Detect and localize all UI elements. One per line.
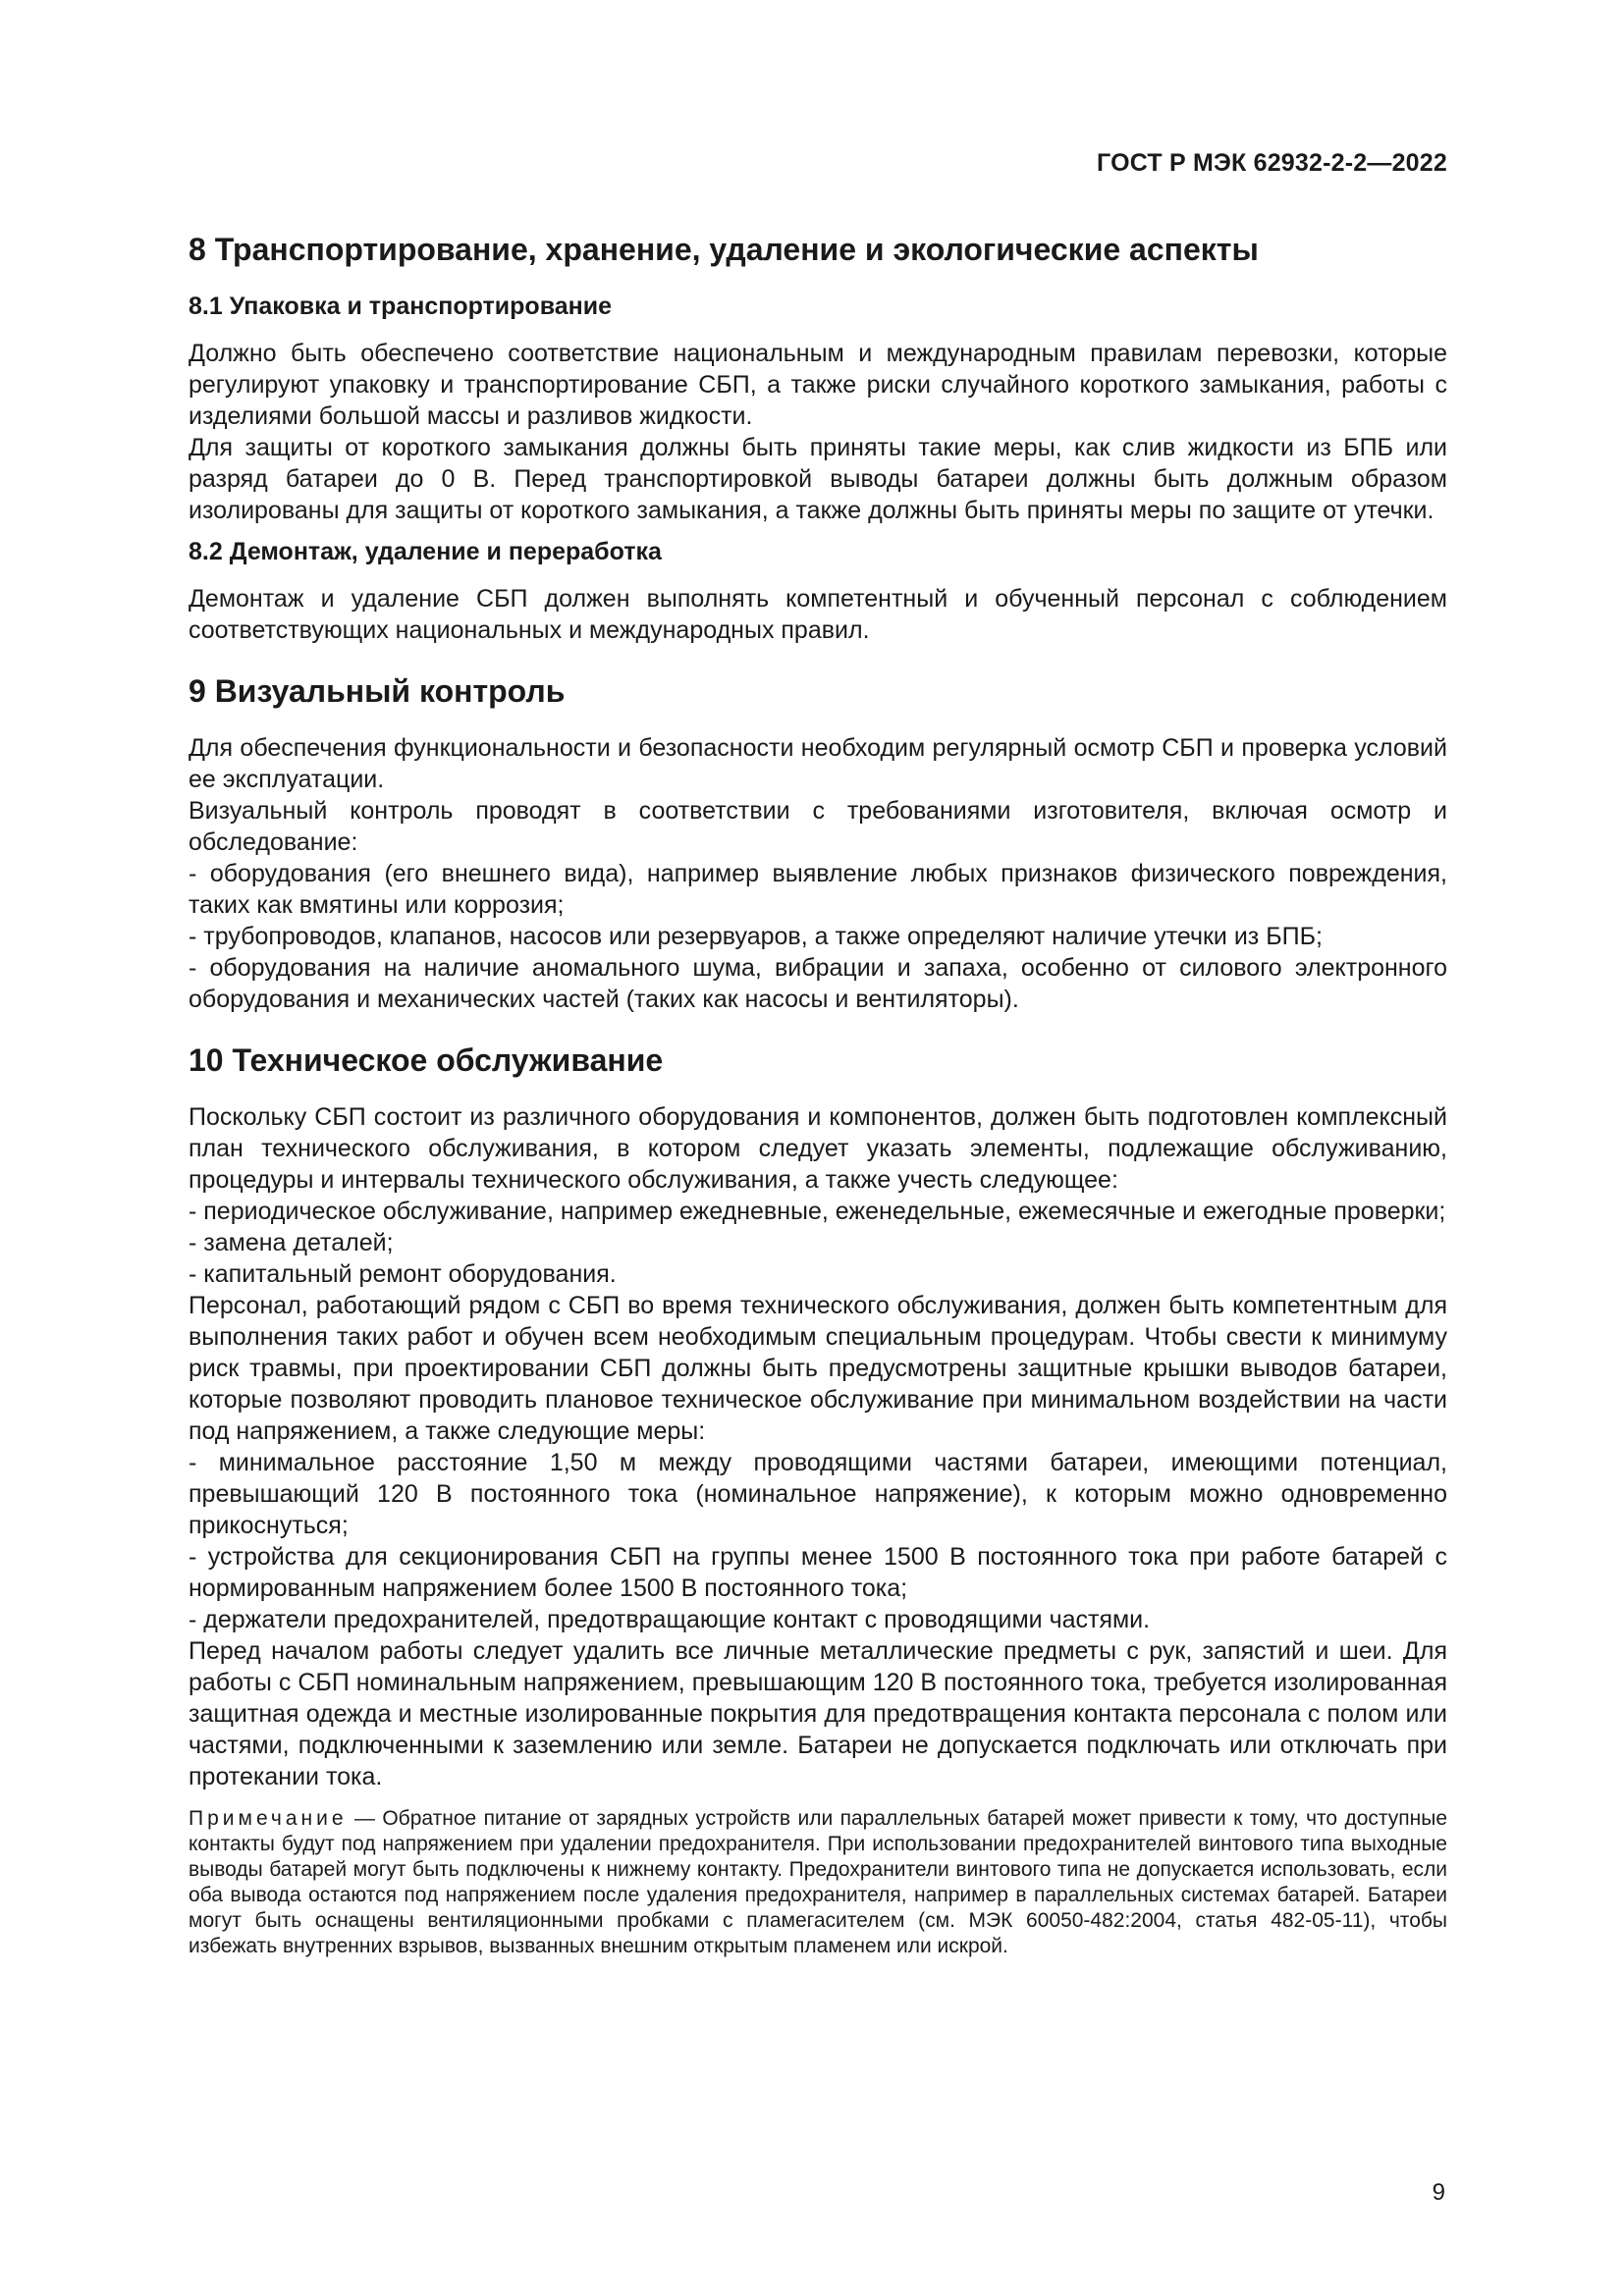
list-item: - устройства для секционирования СБП на группы менее 1500 В постоянного тока при работе батарей с нормированным напряжением более 1500 В постоянного тока; — [189, 1543, 1447, 1602]
paragraph: Персонал, работающий рядом с СБП во время технического обслуживания, должен быть компетентным для выполнения таких работ и обучен всем необходимым специальным процедурам. Чтобы свести к минимуму риск травмы, при проектировании СБП должны быть предусмотрены защитные крышки выводов батареи, которые позволяют проводить плановое техническое обслуживание при минимальном воздействии на части под напряжением, а также следующие меры: — [189, 1292, 1447, 1445]
document-code: ГОСТ Р МЭК 62932-2-2—2022 — [1097, 149, 1447, 177]
list-item: - замена деталей; — [189, 1229, 394, 1256]
subsection-title: 8.1 Упаковка и транспортирование — [189, 293, 613, 320]
list-item: - оборудования на наличие аномального шума, вибрации и запаха, особенно от силового электронного оборудования и механических частей (таких как насосы и вентиляторы). — [189, 954, 1447, 1013]
subsection-title: 8.2 Демонтаж, удаление и переработка — [189, 538, 662, 565]
note-label: Примечание — [189, 1807, 348, 1830]
page-number: 9 — [1432, 2179, 1445, 2206]
list-item: - периодическое обслуживание, например ежедневные, еженедельные, ежемесячные и ежегодные проверки; — [189, 1198, 1446, 1225]
section-title: 10 Техническое обслуживание — [189, 1042, 664, 1078]
section-9 — [189, 671, 1447, 1015]
paragraph: Для защиты от короткого замыкания должны быть приняты такие меры, как слив жидкости из БПБ или разряд батареи до 0 В. Перед транспортировкой выводы батареи должны быть должным образом изолированы для защиты от короткого замыкания, а также должны быть приняты меры по защите от утечки. — [189, 434, 1447, 524]
section-title: 8 Транспортирование, хранение, удаление и экологические аспекты — [189, 232, 1259, 267]
page-body — [189, 147, 1447, 1959]
note — [189, 1806, 1447, 1959]
list-item: - трубопроводов, клапанов, насосов или резервуаров, а также определяют наличие утечки из БПБ; — [189, 923, 1323, 950]
paragraph: Перед началом работы следует удалить все личные металлические предметы с рук, запястий и шеи. Для работы с СБП номинальным напряжением, превышающим 120 В постоянного тока, требуется изолированная защитная одежда и местные изолированные покрытия для предотвращения контакта персонала с полом или частями, подключенными к заземлению или земле. Батареи не допускается подключать или отключать при протекании тока. — [189, 1637, 1447, 1790]
paragraph: Для обеспечения функциональности и безопасности необходим регулярный осмотр СБП и проверка условий ее эксплуатации. — [189, 734, 1447, 793]
paragraph: Поскольку СБП состоит из различного оборудования и компонентов, должен быть подготовлен комплексный план технического обслуживания, в котором следует указать элементы, подлежащие обслуживанию, процедуры и интервалы технического обслуживания, а также учесть следующее: — [189, 1103, 1447, 1194]
section-10 — [189, 1041, 1447, 1959]
paragraph: Демонтаж и удаление СБП должен выполнять компетентный и обученный персонал с соблюдением соответствующих национальных и международных правил. — [189, 585, 1447, 644]
paragraph: Визуальный контроль проводят в соответствии с требованиями изготовителя, включая осмотр и обследование: — [189, 797, 1447, 856]
paragraph: Должно быть обеспечено соответствие национальным и международным правилам перевозки, которые регулируют упаковку и транспортирование СБП, а также риски случайного короткого замыкания, работы с изделиями большой массы и разливов жидкости. — [189, 340, 1447, 430]
list-item: - капитальный ремонт оборудования. — [189, 1260, 617, 1288]
section-8 — [189, 230, 1447, 646]
list-item: - оборудования (его внешнего вида), например выявление любых признаков физического повреждения, таких как вмятины или коррозия; — [189, 860, 1447, 919]
list-item: - держатели предохранителей, предотвращающие контакт с проводящими частями. — [189, 1606, 1151, 1633]
list-item: - минимальное расстояние 1,50 м между проводящими частями батареи, имеющими потенциал, превышающий 120 В постоянного тока (номинальное напряжение), к которым можно одновременно прикоснуться; — [189, 1449, 1447, 1539]
note-text: — Обратное питание от зарядных устройств или параллельных батарей может привести к тому, что доступные контакты будут под напряжением при удалении предохранителя. При использовании предохранителей винтового типа выходные выводы батарей могут быть подключены к нижнему контакту. Предохранители винтового типа не допускается использовать, если оба вывода остаются под напряжением после удаления предохранителя, например в параллельных системах батарей. Батареи могут быть оснащены вентиляционными пробками с пламегасителем (см. МЭК 60050-482:2004, статья 482-05-11), чтобы избежать внутренних взрывов, вызванных внешним открытым пламенем или искрой. — [189, 1807, 1447, 1957]
section-title: 9 Визуальный контроль — [189, 673, 566, 709]
